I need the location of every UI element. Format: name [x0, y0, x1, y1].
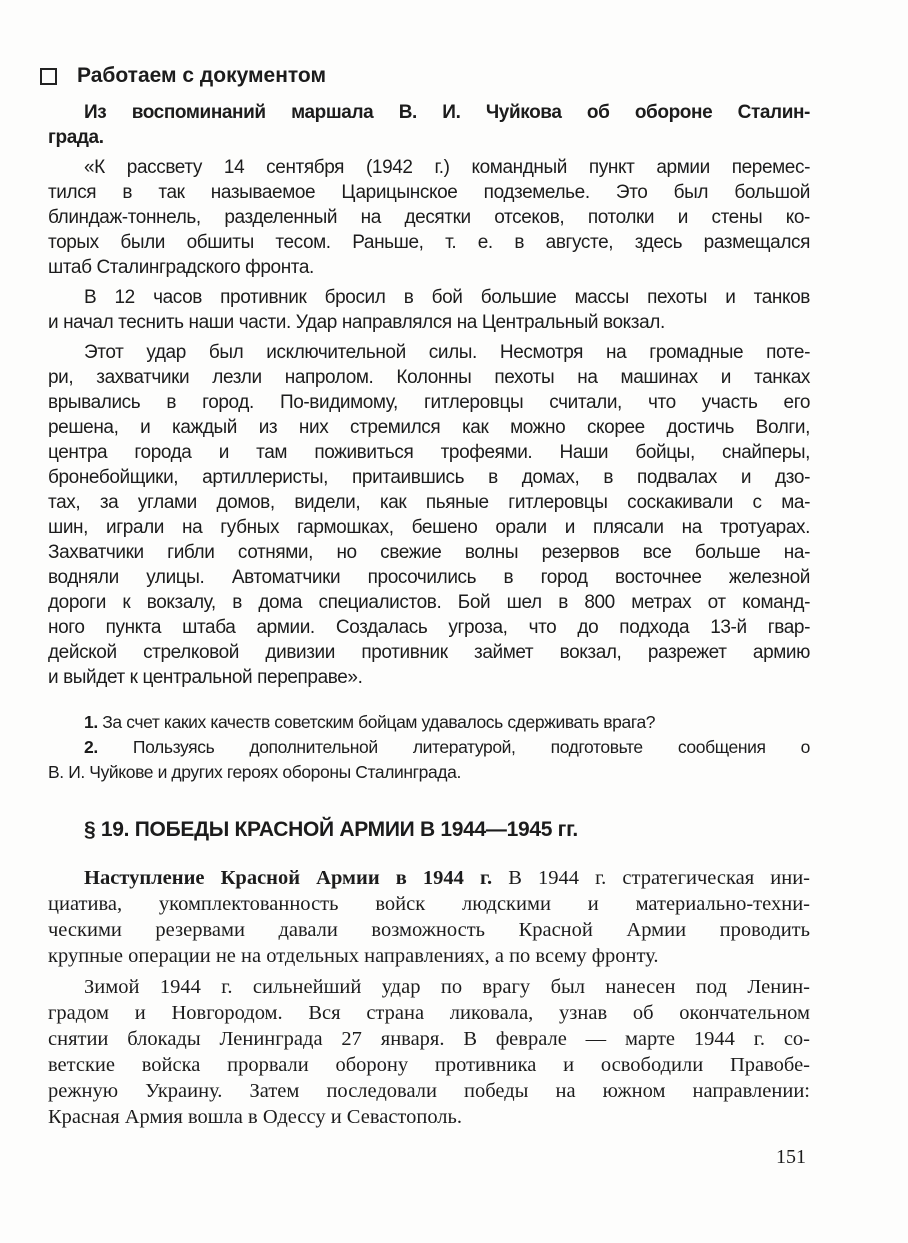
- text-line: тился в так называемое Царицынское подземелье. Это был большой: [48, 182, 810, 203]
- question-number: 1.: [84, 712, 98, 732]
- section-heading: § 19. ПОБЕДЫ КРАСНОЙ АРМИИ В 1944—1945 гг.: [84, 818, 578, 841]
- document-section-header: [40, 64, 326, 88]
- text-line: «К рассвету 14 сентября (1942 г.) командный пункт армии перемес-: [84, 157, 810, 178]
- document-title: [48, 100, 810, 150]
- text-line: циатива, укомплектованность войск людскими и материально-техни-: [48, 893, 810, 915]
- body-paragraph-2: [48, 974, 810, 1130]
- text-line: штаб Сталинградского фронта.: [48, 257, 314, 278]
- text-line: дороги к вокзалу, в дома специалистов. Бой шел в 800 метрах от команд-: [48, 592, 810, 613]
- text-line: дейской стрелковой дивизии противник займет вокзал, разрежет армию: [48, 642, 810, 663]
- question-text: Пользуясь дополнительной литературой, подготовьте сообщения о: [132, 737, 810, 757]
- question-2: [48, 735, 810, 760]
- text-line: шин, играли на губных гармошках, бешено орали и плясали на тротуарах.: [48, 517, 810, 538]
- question-number: 2.: [84, 737, 98, 757]
- title-line: Из воспоминаний маршала В. И. Чуйкова об обороне Сталин-: [84, 102, 810, 123]
- text-line: ного пункта штаба армии. Создалась угроза, что до подхода 13-й гвар-: [48, 617, 810, 638]
- text-line: В 12 часов противник бросил в бой большие массы пехоты и танков: [84, 287, 810, 308]
- quote-paragraph-1: [48, 155, 810, 280]
- section-label: Работаем с документом: [77, 64, 326, 87]
- text-line: Зимой 1944 г. сильнейший удар по врагу был нанесен под Ленин-: [84, 976, 810, 998]
- text-line: блиндаж-тоннель, разделенный на десятки отсеков, потолки и стены ко-: [48, 207, 810, 228]
- title-line: града.: [48, 127, 104, 148]
- text-line: бронебойщики, артиллеристы, притаившись в домах, в подвалах и дзо-: [48, 467, 810, 488]
- questions: [48, 710, 810, 785]
- text-line: крупные операции не на отдельных направлениях, а по всему фронту.: [48, 945, 659, 967]
- page-number: 151: [776, 1146, 806, 1168]
- text-line: ри, захватчики лезли напролом. Колонны пехоты на машинах и танках: [48, 367, 810, 388]
- paragraph-heading: Наступление Красной Армии в 1944 г.: [84, 867, 493, 889]
- checkbox-square-icon: [40, 68, 57, 85]
- text-line: режную Украину. Затем последовали победы на южном направлении:: [48, 1080, 810, 1102]
- body-paragraph-1: [48, 865, 810, 969]
- text-line: [48, 865, 810, 891]
- text-line: и выйдет к центральной переправе».: [48, 667, 363, 688]
- text-line: и начал теснить наши части. Удар направлялся на Центральный вокзал.: [48, 312, 665, 333]
- quote-paragraph-2: [48, 285, 810, 335]
- question-text: За счет каких качеств советским бойцам удавалось сдерживать врага?: [102, 712, 656, 732]
- text-line: тах, за углами домов, видели, как пьяные гитлеровцы соскакивали с ма-: [48, 492, 810, 513]
- text-line: врывались в город. По-видимому, гитлеровцы считали, что участь его: [48, 392, 810, 413]
- text-line: снятии блокады Ленинграда 27 января. В феврале — марте 1944 г. со-: [48, 1028, 810, 1050]
- question-text: В. И. Чуйкове и других героях обороны Сталинграда.: [48, 762, 461, 782]
- text-line: Этот удар был исключительной силы. Несмотря на громадные поте-: [84, 342, 810, 363]
- text-line: ветские войска прорвали оборону противника и освободили Правобе-: [48, 1054, 810, 1076]
- quote-paragraph-3: [48, 340, 810, 690]
- text-run: В 1944 г. стратегическая ини-: [492, 867, 810, 889]
- text-line: водняли улицы. Автоматчики просочились в город восточнее железной: [48, 567, 810, 588]
- text-line: Захватчики гибли сотнями, но свежие волны резервов все больше на-: [48, 542, 810, 563]
- text-line: торых были обшиты тесом. Раньше, т. е. в августе, здесь размещался: [48, 232, 810, 253]
- question-1: [48, 710, 810, 735]
- text-line: градом и Новгородом. Вся страна ликовала, узнав об окончательном: [48, 1002, 810, 1024]
- text-line: ческими резервами давали возможность Красной Армии проводить: [48, 919, 810, 941]
- text-line: центра города и там поживиться трофеями. Наши бойцы, снайперы,: [48, 442, 810, 463]
- text-line: Красная Армия вошла в Одессу и Севастополь.: [48, 1106, 463, 1128]
- text-line: решена, и каждый из них стремился как можно скорее достичь Волги,: [48, 417, 810, 438]
